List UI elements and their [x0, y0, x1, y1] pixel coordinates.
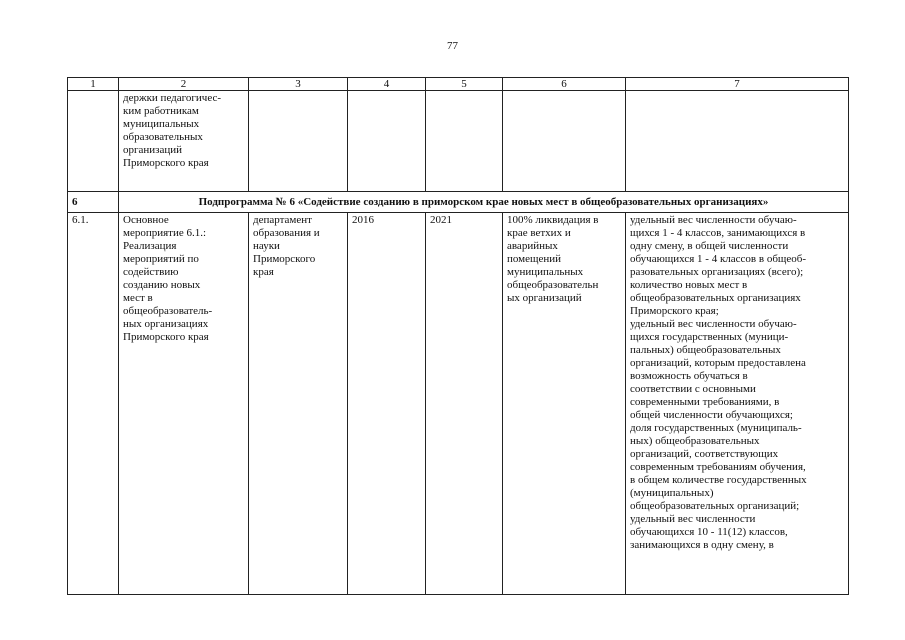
column-number: 6	[503, 78, 626, 91]
continued-activity-cell	[119, 91, 249, 192]
empty-cell	[503, 91, 626, 192]
subprogram-title: Подпрограмма № 6 «Содействие созданию в приморском крае новых мест в общеобразовательных организациях»	[119, 192, 849, 213]
column-number: 7	[626, 78, 849, 91]
activity-name-cell	[119, 213, 249, 595]
text-line: разовательных организациях (всего);	[630, 266, 804, 278]
text-line: возможность обучаться в	[630, 370, 748, 382]
page-number: 77	[447, 40, 458, 52]
text-line: в общем количестве государственных	[630, 474, 807, 486]
executor-cell	[249, 213, 348, 595]
text-line: щихся 1 - 4 классов, занимающихся в	[630, 227, 806, 239]
text-line: занимающихся в одну смену, в	[630, 539, 774, 551]
text-line: Реализация	[123, 240, 177, 252]
text-line: муниципальных	[507, 266, 584, 278]
continued-number-cell	[68, 91, 119, 192]
text-line: (муниципальных)	[630, 487, 714, 499]
expected-result-cell	[503, 213, 626, 595]
empty-cell	[348, 91, 426, 192]
text-line: ых организаций	[507, 292, 582, 304]
text-line: удельный вес численности обучаю-	[630, 214, 797, 226]
activity-row	[68, 213, 849, 595]
text-line: держки педагогичес-	[123, 92, 222, 104]
text-line: края	[253, 266, 274, 278]
column-number: 2	[119, 78, 249, 91]
text-line: общеобразовательн	[507, 279, 599, 291]
column-number: 1	[68, 78, 119, 91]
text-line: ных организациях	[123, 318, 209, 330]
text-line: Приморского края	[123, 331, 209, 343]
text-line: крае ветхих и	[507, 227, 571, 239]
text-line: мероприятие 6.1.:	[123, 227, 207, 239]
text-line: обучающихся 10 - 11(12) классов,	[630, 526, 788, 538]
text-line: щихся государственных (муници-	[630, 331, 789, 343]
text-line: аварийных	[507, 240, 558, 252]
column-number-row	[68, 78, 849, 91]
text-line: пальных) общеобразовательных	[630, 344, 781, 356]
empty-cell	[426, 91, 503, 192]
text-line: организаций, соответствующих	[630, 448, 779, 460]
subprogram-number: 6	[68, 192, 119, 213]
text-line: общеобразовательных организаций;	[630, 500, 800, 512]
text-line: организаций, которым предоставлена	[630, 357, 806, 369]
text-line: соответствии с основными	[630, 383, 756, 395]
text-line: образовательных	[123, 131, 203, 143]
text-line: общеобразователь-	[123, 305, 213, 317]
start-year-cell: 2016	[348, 213, 426, 595]
text-line: ким работникам	[123, 105, 199, 117]
text-line: Основное	[123, 214, 169, 226]
text-line: доля государственных (муниципаль-	[630, 422, 802, 434]
text-line: созданию новых	[123, 279, 201, 291]
column-number: 5	[426, 78, 503, 91]
text-line: современным требованиям обучения,	[630, 461, 806, 473]
text-line: образования и	[253, 227, 320, 239]
text-line: содействию	[123, 266, 179, 278]
empty-cell	[626, 91, 849, 192]
activity-number: 6.1.	[68, 213, 119, 595]
column-number: 4	[348, 78, 426, 91]
continued-row	[68, 91, 849, 192]
text-line: удельный вес численности	[630, 513, 756, 525]
indicators-cell	[626, 213, 849, 595]
text-line: муниципальных	[123, 118, 200, 130]
text-line: современными требованиями, в	[630, 396, 780, 408]
text-line: общей численности обучающихся;	[630, 409, 793, 421]
column-number: 3	[249, 78, 348, 91]
text-line: 100% ликвидация в	[507, 214, 599, 226]
text-line: организаций	[123, 144, 183, 156]
text-line: ных) общеобразовательных	[630, 435, 760, 447]
end-year-cell: 2021	[426, 213, 503, 595]
text-line: Приморского	[253, 253, 316, 265]
text-line: науки	[253, 240, 280, 252]
text-line: удельный вес численности обучаю-	[630, 318, 797, 330]
text-line: общеобразовательных организациях	[630, 292, 801, 304]
text-line: обучающихся 1 - 4 классов в общеоб-	[630, 253, 807, 265]
subprogram-row	[68, 192, 849, 213]
text-line: Приморского края	[123, 157, 209, 169]
text-line: количество новых мест в	[630, 279, 748, 291]
text-line: мест в	[123, 292, 153, 304]
text-line: мероприятий по	[123, 253, 199, 265]
text-line: Приморского края;	[630, 305, 719, 317]
text-line: помещений	[507, 253, 562, 265]
text-line: департамент	[253, 214, 312, 226]
empty-cell	[249, 91, 348, 192]
program-table	[67, 77, 849, 595]
text-line: одну смену, в общей численности	[630, 240, 789, 252]
